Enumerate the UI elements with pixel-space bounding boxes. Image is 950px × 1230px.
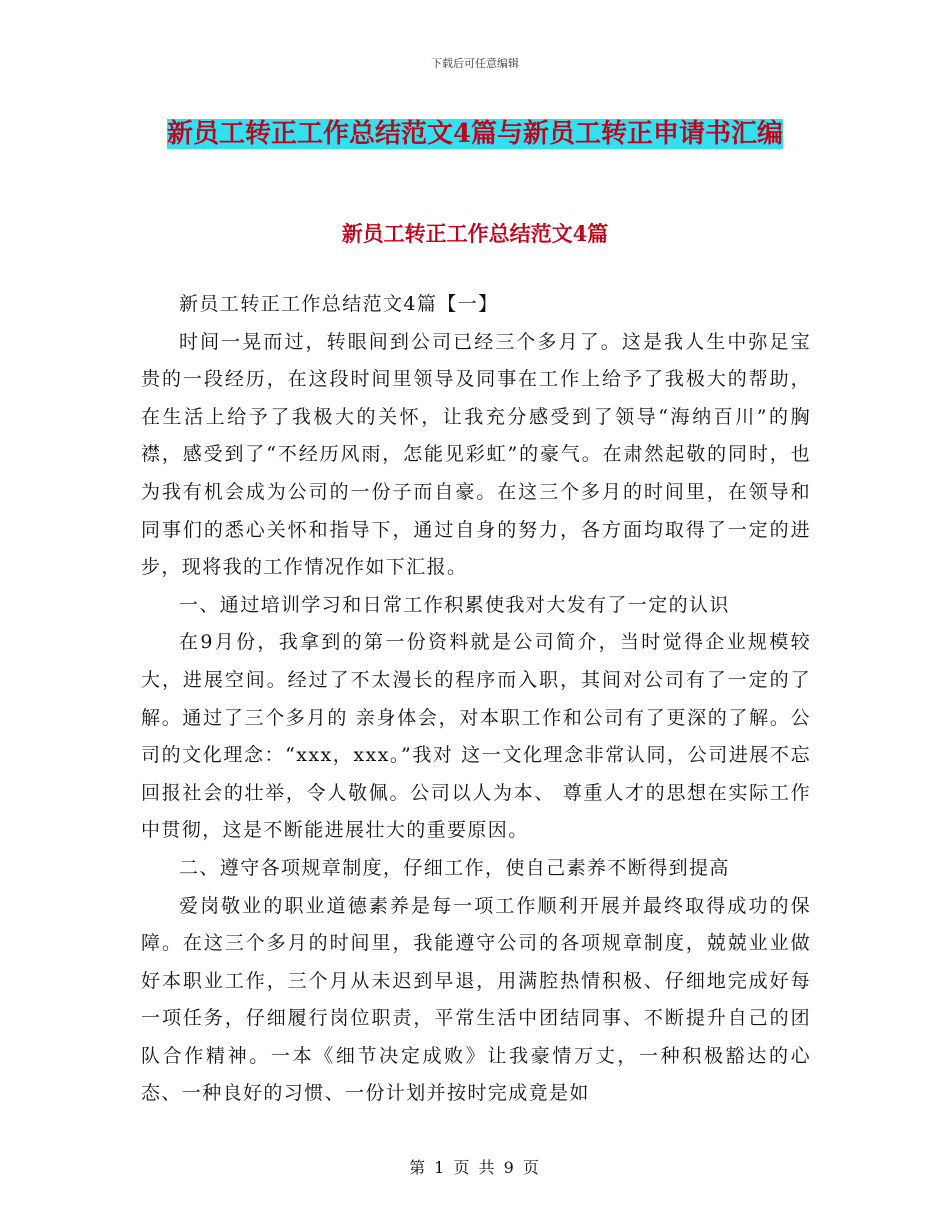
paragraph: 时间一晃而过，转眼间到公司已经三个多月了。这是我人生中弥足宝贵的一段经历，在这段时间里领导及同事在工作上给予了我极大的帮助，在生活上给予了我极大的关怀，让我充分感受到了领导“海纳百川”的胸襟，感受到了“不经历风雨，怎能见彩虹”的豪气。在肃然起敬的同时，也为我有机会成为公司的一份子而自豪。在这三个多月的时间里，在领导和同事们的悉心关怀和指导下，通过自身的努力，各方面均取得了一定的进步，现将我的工作情况作如下汇报。 xyxy=(141,330,811,579)
paragraph: 爱岗敬业的职业道德素养是每一项工作顺利开展并最终取得成功的保障。在这三个多月的时间里，我能遵守公司的各项规章制度，兢兢业业做好本职业工作，三个月从未迟到早退，用满腔热情积极、仔细地完成好每一项任务，仔细履行岗位职责，平常生活中团结同事、不断提升自己的团队合作精神。一本《细节决定成败》让我豪情万丈，一种积极豁达的心态、一种良好的习惯、一份计划并按时完成竟是如 xyxy=(141,894,811,1105)
paragraph: 在9月份，我拿到的第一份资料就是公司简介，当时觉得企业规模较大，进展空间。经过了不太漫长的程序而入职，其间对公司有了一定的了解。通过了三个多月的 亲身体会，对本职工作和公司有了更深的了解。公司的文化理念：“xxx，xxx。”我对 这一文化理念非常认同，公司进展不忘回报社会的壮举，令人敬佩。公司以人为本、 尊重人才的思想在实际工作中贯彻，这是不断能进展壮大的重要原因。 xyxy=(141,631,811,842)
body-text xyxy=(141,286,811,1113)
page-number: 第 1 页 共 9 页 xyxy=(409,1158,541,1177)
section-title: 新员工转正工作总结范文4篇 xyxy=(341,221,609,246)
paragraph-heading: 二、遵守各项规章制度，仔细工作，使自己素养不断得到提高 xyxy=(179,856,730,879)
paragraph-heading-one: 新员工转正工作总结范文4篇【一】 xyxy=(179,293,499,315)
document-title-text: 新员工转正工作总结范文4篇与新员工转正申请书汇编 xyxy=(166,119,784,149)
header-note: 下载后可任意编辑 xyxy=(431,57,519,70)
paragraph-heading: 一、通过培训学习和日常工作积累使我对大发有了一定的认识 xyxy=(179,593,730,616)
document-title xyxy=(140,108,810,160)
